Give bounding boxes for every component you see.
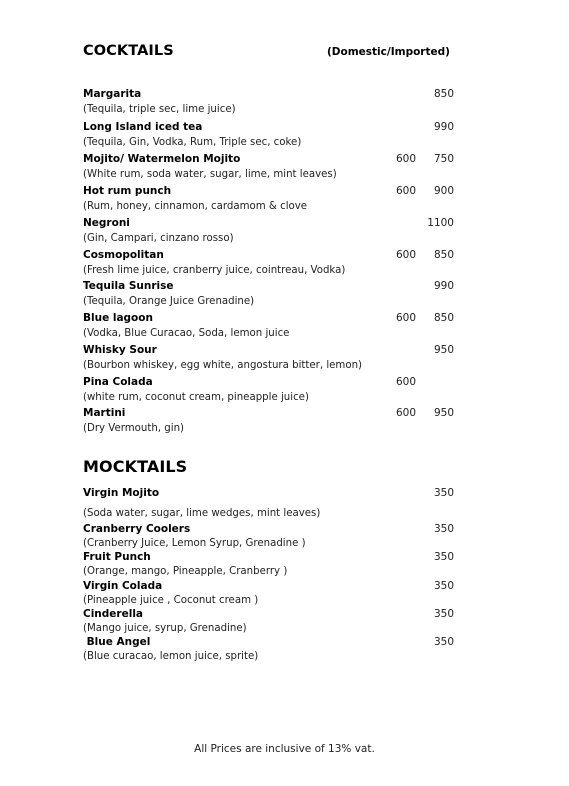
- item-price-imported: 950: [433, 407, 454, 419]
- item-price: 350: [433, 551, 454, 563]
- mocktails-heading: MOCKTAILS: [83, 457, 188, 476]
- item-price: 350: [433, 523, 454, 535]
- item-name: Whisky Sour: [83, 344, 157, 356]
- item-description: (Tequila, Orange Juice Grenadine): [83, 296, 255, 307]
- item-description: (Orange, mango, Pineapple, Cranberry ): [83, 566, 288, 577]
- item-price-domestic: 600: [396, 407, 417, 419]
- item-price-domestic: 600: [396, 153, 417, 165]
- cocktails-heading: COCKTAILS: [83, 43, 174, 59]
- item-description: (Rum, honey, cinnamon, cardamom & clove: [83, 201, 308, 212]
- item-description: (Tequila, Gin, Vodka, Rum, Triple sec, coke): [83, 137, 302, 148]
- item-description: (Gin, Campari, cinzano rosso): [83, 233, 234, 244]
- item-price-imported: 850: [433, 249, 454, 261]
- item-name: Blue Angel: [83, 636, 151, 648]
- item-price-imported: 750: [433, 153, 454, 165]
- item-description: (Blue curacao, lemon juice, sprite): [83, 651, 259, 662]
- item-price: 350: [433, 487, 454, 499]
- item-description: (Cranberry Juice, Lemon Syrup, Grenadine ): [83, 538, 306, 549]
- item-price: 350: [433, 608, 454, 620]
- item-price-domestic: 600: [396, 312, 417, 324]
- item-name: Margarita: [83, 88, 142, 100]
- item-name: Negroni: [83, 217, 130, 229]
- item-name: Mojito/ Watermelon Mojito: [83, 153, 241, 165]
- item-description: (Fresh lime juice, cranberry juice, cointreau, Vodka): [83, 265, 346, 276]
- item-name: Virgin Mojito: [83, 487, 160, 499]
- item-price: 350: [433, 636, 454, 648]
- item-description: (white rum, coconut cream, pineapple juice): [83, 392, 309, 403]
- item-price-domestic: 600: [396, 249, 417, 261]
- item-price-imported: 950: [433, 344, 454, 356]
- item-name: Blue lagoon: [83, 312, 153, 324]
- item-price-imported: 990: [433, 121, 454, 133]
- item-price-imported: 1100: [427, 217, 454, 229]
- item-name: Pina Colada: [83, 376, 153, 388]
- item-name: Long Island iced tea: [83, 121, 203, 133]
- item-name: Virgin Colada: [83, 580, 163, 592]
- item-description: (White rum, soda water, sugar, lime, mint leaves): [83, 169, 337, 180]
- item-name: Martini: [83, 407, 126, 419]
- item-price-imported: 850: [433, 312, 454, 324]
- item-description: (Mango juice, syrup, Grenadine): [83, 623, 247, 634]
- item-name: Hot rum punch: [83, 185, 172, 197]
- item-description: (Pineapple juice , Coconut cream ): [83, 595, 259, 606]
- item-description: (Dry Vermouth, gin): [83, 423, 184, 434]
- item-price-domestic: 600: [396, 185, 417, 197]
- item-name: Tequila Sunrise: [83, 280, 174, 292]
- item-price-domestic: 600: [396, 376, 417, 388]
- item-description: (Bourbon whiskey, egg white, angostura bitter, lemon): [83, 360, 363, 371]
- item-price: 350: [433, 580, 454, 592]
- item-price-imported: 900: [433, 185, 454, 197]
- item-price-imported: 990: [433, 280, 454, 292]
- cocktails-subtitle: (Domestic/Imported): [327, 46, 450, 58]
- item-name: Cinderella: [83, 608, 144, 620]
- item-description: (Vodka, Blue Curacao, Soda, lemon juice: [83, 328, 290, 339]
- vat-footnote: All Prices are inclusive of 13% vat.: [194, 743, 375, 755]
- item-name: Cosmopolitan: [83, 249, 164, 261]
- item-description: (Soda water, sugar, lime wedges, mint leaves): [83, 508, 321, 519]
- item-name: Cranberry Coolers: [83, 523, 191, 535]
- item-price-imported: 850: [433, 88, 454, 100]
- item-name: Fruit Punch: [83, 551, 151, 563]
- item-description: (Tequila, triple sec, lime juice): [83, 104, 236, 115]
